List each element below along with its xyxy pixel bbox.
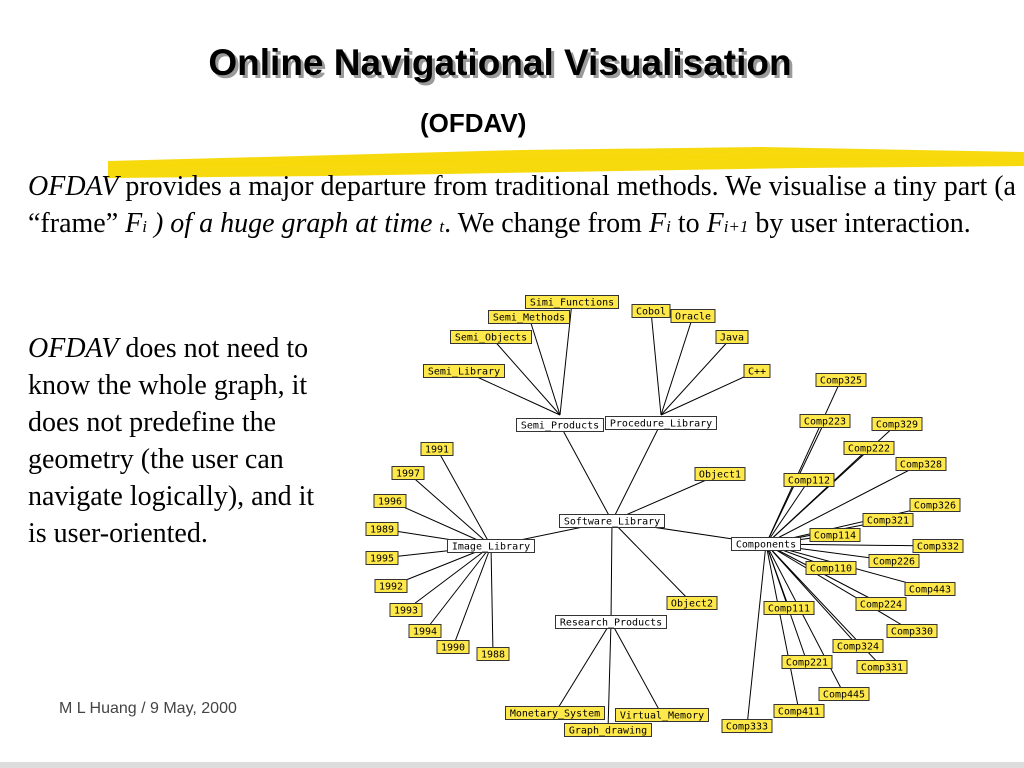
graph-nodes [366,296,963,737]
node-comp111[interactable] [764,602,814,615]
edge-components-comp333 [747,544,766,726]
node-label: 1996 [377,496,403,508]
node-label: Comp321 [866,515,910,527]
node-label: Comp332 [916,541,960,553]
node-semi_methods[interactable] [489,311,570,324]
node-label: Software_Library [563,516,661,528]
node-comp328[interactable] [896,458,946,471]
node-label: Comp331 [860,662,904,674]
node-image_library[interactable] [448,540,535,553]
node-label: 1988 [480,649,506,661]
node-label: Comp224 [859,599,903,611]
node-y1993[interactable] [390,604,422,617]
node-software_library[interactable] [560,515,665,528]
node-label: Comp325 [819,375,863,387]
node-label: Comp443 [908,584,952,596]
from-subscript: i [666,217,671,236]
node-label: 1992 [378,581,404,593]
node-label: Virtual_Memory [619,710,705,722]
node-label: Comp445 [822,689,866,701]
node-label: Comp324 [836,641,880,653]
node-comp445[interactable] [819,688,869,701]
intro-text-1: provides a major departure from traditional methods. We visualise a tiny part (a “frame” [28,171,1016,239]
node-comp110[interactable] [806,562,856,575]
to-variable: F [706,208,724,239]
node-label: Comp222 [847,443,891,455]
intro-text-5: by user interaction. [748,208,971,239]
node-label: 1993 [393,605,419,617]
edge-procedure_library-cobol [651,311,661,415]
edge-image_library-y1988 [491,546,493,654]
node-y1997[interactable] [392,467,424,480]
node-label: Object1 [698,469,742,481]
node-label: Comp223 [803,416,847,428]
ofdav-term: OFDAV [28,171,119,202]
node-y1996[interactable] [374,495,406,508]
node-label: Semi_Library [427,366,501,378]
node-label: Cobol [635,306,667,318]
edge-software_library-object1 [612,474,720,521]
edge-procedure_library-cpp [661,371,757,415]
node-comp333[interactable] [722,720,772,733]
edge-research_products-virtual_memory [611,622,662,715]
node-cobol[interactable] [632,305,670,318]
node-comp411[interactable] [774,705,824,718]
node-y1989[interactable] [366,523,398,536]
node-label: Comp111 [767,603,811,615]
node-label: Semi_Methods [492,312,566,324]
edge-software_library-research_products [611,521,612,622]
node-label: Comp411 [777,706,821,718]
node-graph_drawing[interactable] [565,724,652,737]
node-comp222[interactable] [844,442,894,455]
node-label: Graph_drawing [568,725,648,737]
node-label: 1989 [369,524,395,536]
node-label: Simi_Functions [529,297,615,309]
intro-text-4: to [670,208,707,239]
slide-subtitle: (OFDAV) [420,108,527,138]
bottom-rule [0,762,1024,768]
node-comp221[interactable] [782,656,832,669]
node-y1994[interactable] [409,625,441,638]
node-java[interactable] [716,331,748,344]
node-label: Comp326 [913,500,957,512]
detail-text: does not need to know the whole graph, it does not predefine the geometry (the user can navigate logically), and it is user-oriented. [28,333,315,549]
node-label: Object2 [670,598,714,610]
node-label: Research_Products [559,617,663,629]
node-label: Comp226 [872,556,916,568]
intro-text-2: ) of a huge graph at time [146,208,440,239]
node-label: Comp114 [813,530,857,542]
node-comp324[interactable] [833,640,883,653]
node-label: 1994 [412,626,438,638]
node-label: Comp221 [785,657,829,669]
node-components[interactable] [732,538,801,551]
edge-software_library-semi_products [560,425,612,521]
edge-components-comp411 [766,544,799,711]
node-comp224[interactable] [856,598,906,611]
node-oracle[interactable] [671,310,715,323]
node-label: Comp329 [875,419,919,431]
edge-semi_products-semi_methods [529,317,560,415]
frame-subscript: i [142,217,147,236]
node-label: Procedure_Library [609,418,713,430]
node-label: 1991 [424,444,450,456]
node-comp114[interactable] [810,529,860,542]
node-label: 1990 [440,642,466,654]
node-label: Comp328 [899,459,943,471]
node-object2[interactable] [667,597,717,610]
node-label: Semi_Objects [454,332,528,344]
intro-text-3: . We change from [444,208,649,239]
edge-software_library-procedure_library [612,423,661,521]
node-y1995[interactable] [366,552,398,565]
node-label: 1997 [395,468,421,480]
edge-image_library-y1990 [453,546,491,647]
edge-research_products-graph_drawing [608,622,611,730]
node-virtual_memory[interactable] [616,709,709,722]
node-comp321[interactable] [863,514,913,527]
frame-variable: F [125,208,143,239]
node-y1988[interactable] [477,648,509,661]
node-comp332[interactable] [913,540,963,553]
from-variable: F [648,208,667,239]
footer-credit: M L Huang / 9 May, 2000 [59,700,237,717]
node-monetary_system[interactable] [506,707,605,720]
node-label: Comp110 [809,563,853,575]
node-cpp[interactable] [744,365,770,378]
node-label: Java [719,332,745,344]
node-comp326[interactable] [910,499,960,512]
node-label: Comp330 [890,626,934,638]
edge-procedure_library-java [661,337,732,415]
node-label: Monetary_System [509,708,601,720]
node-y1992[interactable] [375,580,407,593]
node-label: Components [735,539,797,551]
to-subscript: i+1 [723,217,749,236]
slide-title: Online Navigational Visualisation [208,42,792,83]
node-y1991[interactable] [421,443,453,456]
node-research_products[interactable] [556,616,667,629]
node-label: Comp333 [725,721,769,733]
node-label: C++ [747,366,767,378]
node-comp112[interactable] [784,474,834,487]
node-comp325[interactable] [816,374,866,387]
node-label: Semi_Products [520,420,600,432]
node-procedure_library[interactable] [606,417,717,430]
time-variable: t [439,217,445,236]
edge-software_library-object2 [612,521,692,603]
node-label: Oracle [674,311,712,323]
node-label: 1995 [369,553,395,565]
node-y1990[interactable] [437,641,469,654]
node-semi_objects[interactable] [451,331,532,344]
node-object1[interactable] [695,468,745,481]
node-comp331[interactable] [857,661,907,674]
node-comp443[interactable] [905,583,955,596]
edge-components-comp112 [766,480,809,544]
node-comp226[interactable] [869,555,919,568]
ofdav-term-2: OFDAV [28,333,119,364]
node-semi_products[interactable] [517,419,604,432]
node-comp223[interactable] [800,415,850,428]
node-comp329[interactable] [872,418,922,431]
node-semi_library[interactable] [424,365,505,378]
edge-image_library-y1991 [437,449,491,546]
node-comp330[interactable] [887,625,937,638]
node-label: Image_Library [451,541,531,553]
node-label: Comp112 [787,475,831,487]
edge-research_products-monetary_system [555,622,611,713]
edge-procedure_library-oracle [661,316,693,415]
node-simi_functions[interactable] [526,296,619,309]
